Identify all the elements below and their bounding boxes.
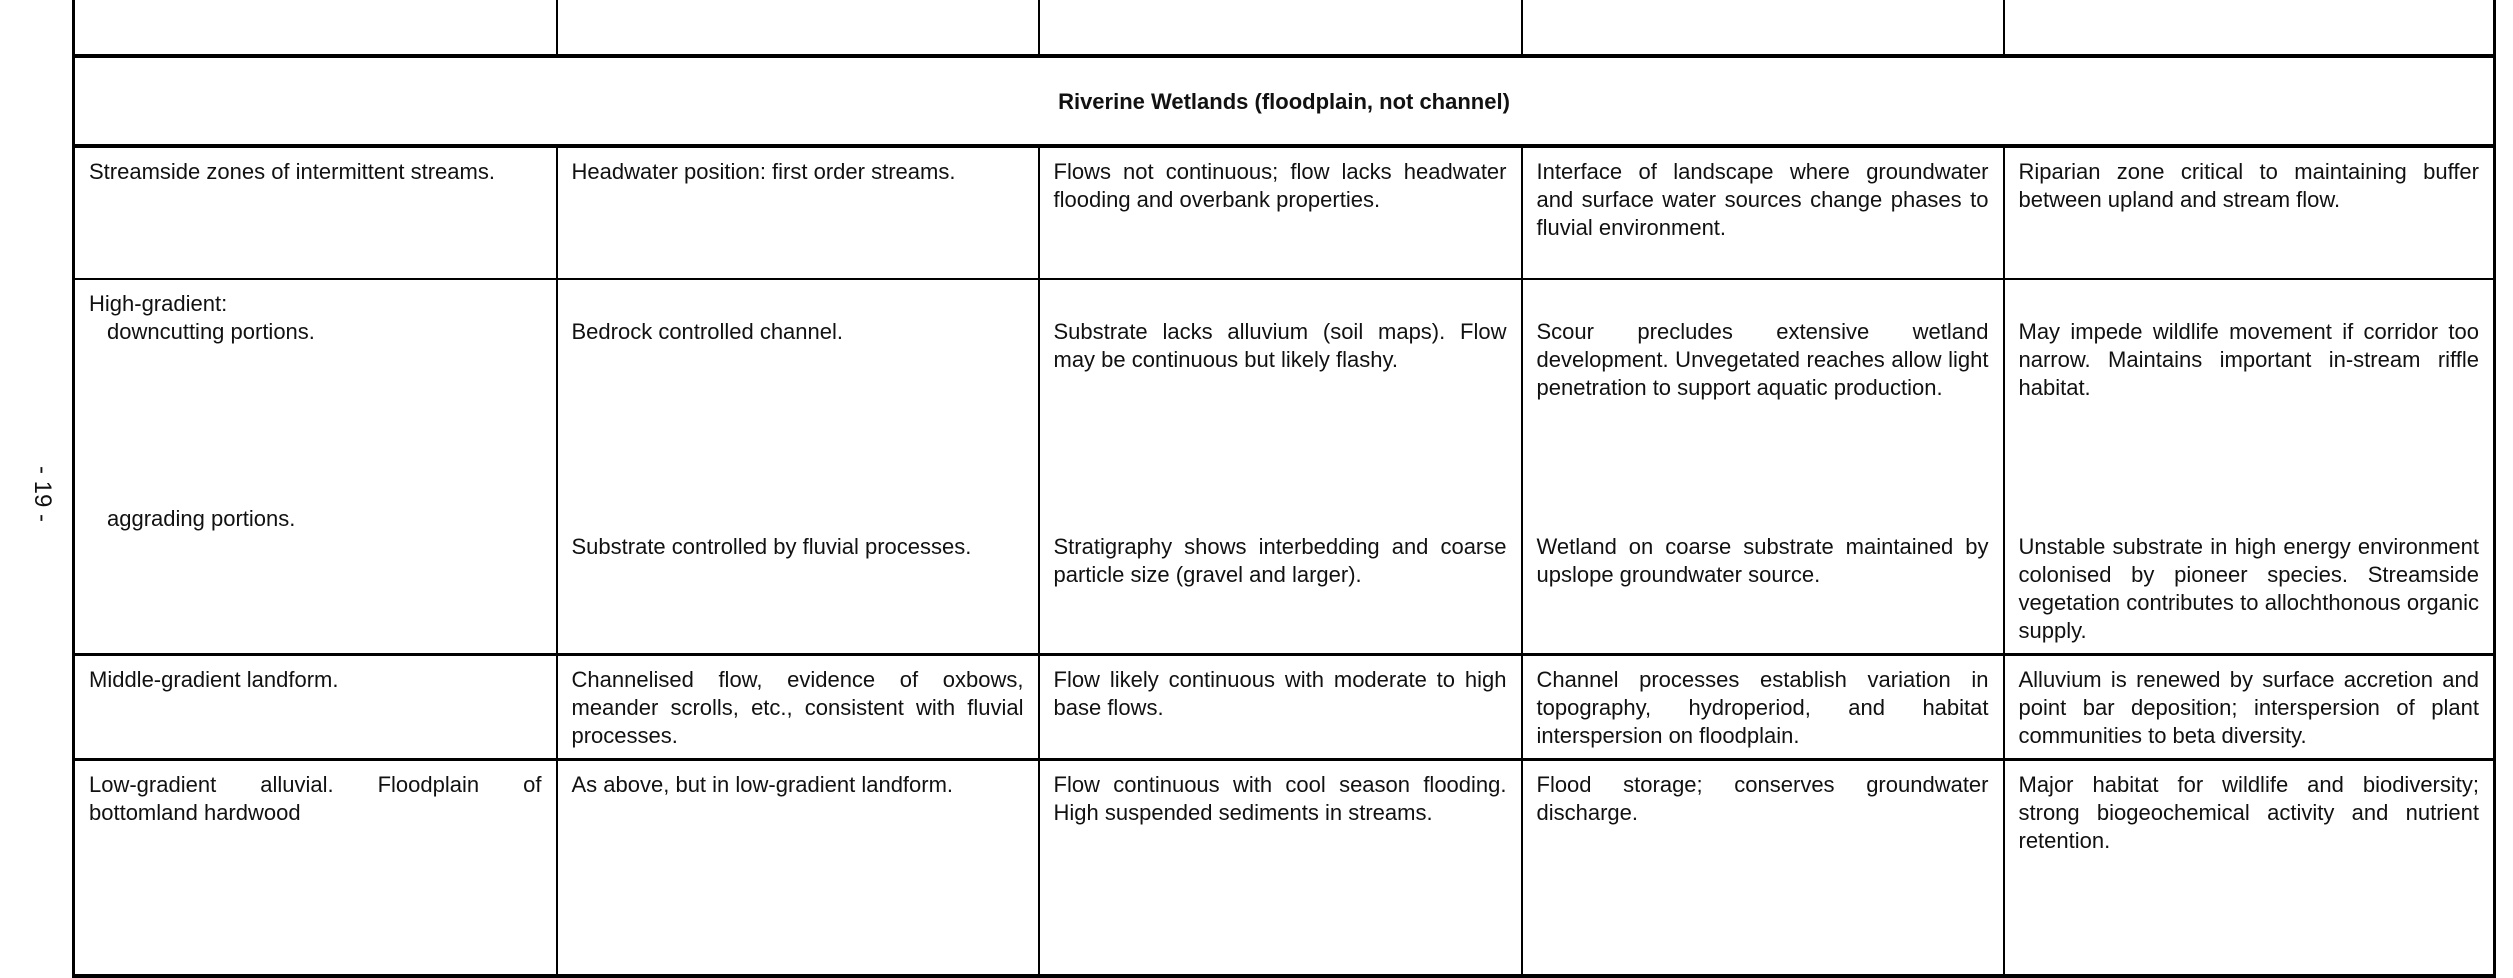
- cell: Middle-gradient landform.: [74, 655, 557, 760]
- previous-row-continuation: [74, 0, 2495, 56]
- cell: Scour precludes extensive wetland development. Unvegetated reaches allow light penetration to support aquatic production. Wetland on coarse substrate maintained by upslope groundwater source.: [1522, 279, 2004, 655]
- table-row: [74, 146, 2495, 279]
- cell: Low-gradient alluvial. Floodplain of bottomland hardwood: [74, 760, 557, 977]
- page-number: - 19 -: [29, 465, 57, 523]
- cell: May impede wildlife movement if corridor too narrow. Maintains important in-stream riffle habitat. Unstable substrate in high energy environment colonised by pioneer species. Streamside vegetation contributes to allochthonous organic supply.: [2004, 279, 2495, 655]
- cell: Channelised flow, evidence of oxbows, meander scrolls, etc., consistent with fluvial processes.: [557, 655, 1039, 760]
- cell: Channel processes establish variation in topography, hydroperiod, and habitat interspersion on floodplain.: [1522, 655, 2004, 760]
- cell: Riparian zone critical to maintaining buffer between upland and stream flow.: [2004, 146, 2495, 279]
- cell: [74, 279, 557, 655]
- cell: Major habitat for wildlife and biodiversity; strong biogeochemical activity and nutrient retention.: [2004, 760, 2495, 977]
- table-row: [74, 760, 2495, 977]
- wetlands-table: [72, 0, 2496, 978]
- cell: Alluvium is renewed by surface accretion and point bar deposition; interspersion of plant communities to beta diversity.: [2004, 655, 2495, 760]
- table-row: [74, 655, 2495, 760]
- cell: Interface of landscape where groundwater and surface water sources change phases to fluvial environment.: [1522, 146, 2004, 279]
- sub-row-label: downcutting portions.: [107, 319, 315, 344]
- cell: Headwater position: first order streams.: [557, 146, 1039, 279]
- cell: Substrate lacks alluvium (soil maps). Flow may be continuous but likely flashy. Stratigraphy shows interbedding and coarse particle size (gravel and larger).: [1039, 279, 1522, 655]
- section-header-row: [74, 56, 2495, 146]
- cell: Flood storage; conserves groundwater discharge.: [1522, 760, 2004, 977]
- cell: Bedrock controlled channel. Substrate controlled by fluvial processes.: [557, 279, 1039, 655]
- cell: Streamside zones of intermittent streams.: [74, 146, 557, 279]
- cell: Flows not continuous; flow lacks headwater flooding and overbank properties.: [1039, 146, 1522, 279]
- section-header: Riverine Wetlands (floodplain, not channel): [74, 56, 2495, 146]
- cell: As above, but in low-gradient landform.: [557, 760, 1039, 977]
- row-heading: High-gradient:: [89, 291, 228, 316]
- sub-row-label: aggrading portions.: [107, 506, 296, 531]
- cell: Flow continuous with cool season flooding. High suspended sediments in streams.: [1039, 760, 1522, 977]
- table-row: [74, 279, 2495, 655]
- cell: Flow likely continuous with moderate to high base flows.: [1039, 655, 1522, 760]
